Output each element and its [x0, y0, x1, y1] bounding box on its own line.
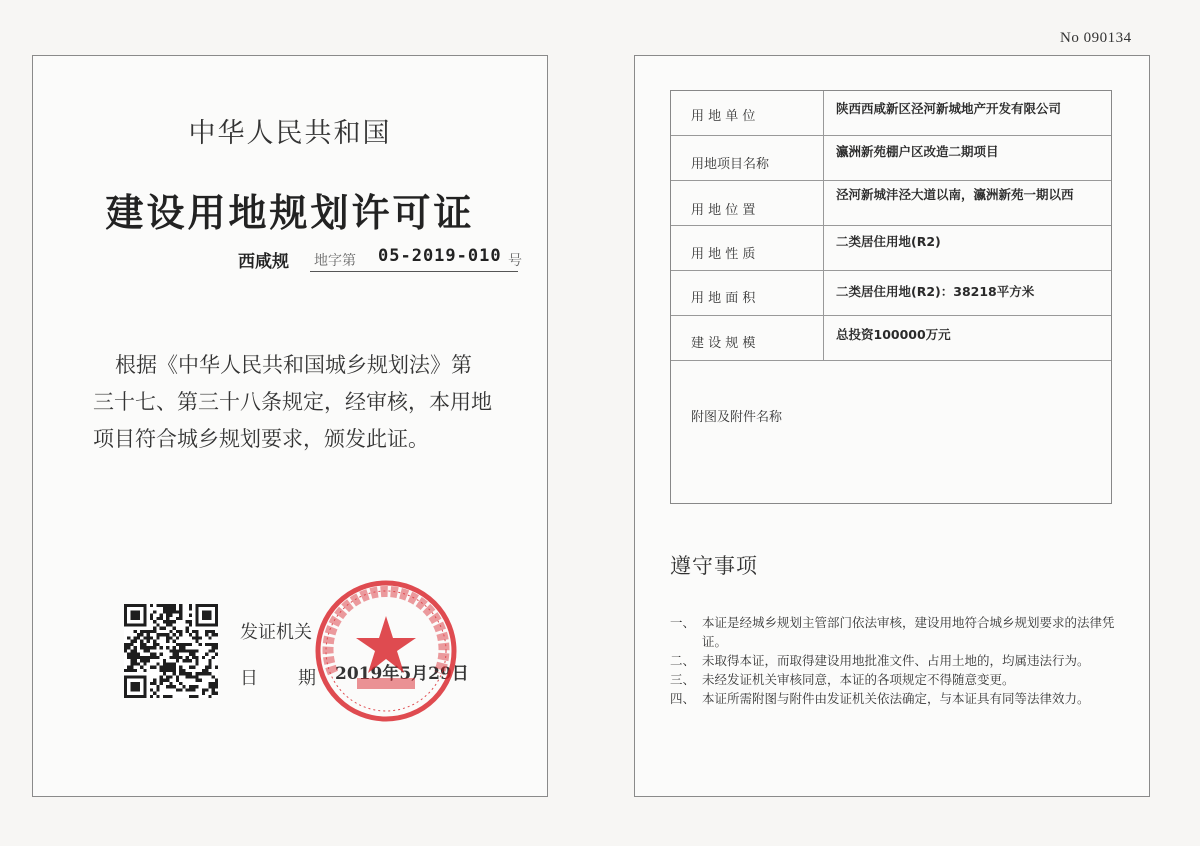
certificate-number-value: 05-2019-010	[378, 246, 502, 266]
row-label: 用 地 单 位	[691, 109, 756, 124]
row-value: 二类居住用地(R2)	[836, 234, 941, 249]
certificate-cover-page	[32, 55, 548, 797]
body-line-2: 三十七、第三十八条规定，经审核，本用地	[93, 390, 492, 414]
note-text: 本证所需附图与附件由发证机关依法确定，与本证具有同等法律效力。	[702, 691, 1090, 706]
serial-number: No 090134	[1060, 30, 1132, 46]
notes-title: 遵守事项	[670, 554, 758, 578]
note-index: 二、	[670, 653, 696, 668]
certificate-number-prefix: 西咸规	[238, 252, 289, 272]
row-label-cell	[671, 181, 824, 225]
date-label-char-2: 期	[298, 668, 316, 689]
note-index: 三、	[670, 672, 696, 687]
certificate-body-text	[93, 347, 523, 458]
note-index: 一、	[670, 615, 696, 630]
row-label-cell	[671, 271, 824, 315]
row-value: 陕西西咸新区泾河新城地产开发有限公司	[836, 101, 1062, 116]
table-row	[671, 181, 1111, 226]
country-name: 中华人民共和国	[188, 118, 392, 149]
row-label: 用 地 性 质	[691, 247, 756, 262]
certificate-number-suffix: 号	[508, 253, 522, 269]
date-label-char-1: 日	[240, 668, 258, 689]
note-index: 四、	[670, 691, 696, 706]
list-item	[670, 613, 1132, 651]
qr-code	[124, 604, 218, 698]
body-line-1: 根据《中华人民共和国城乡规划法》第	[115, 353, 472, 377]
list-item	[670, 670, 1132, 689]
table-row	[671, 226, 1111, 271]
row-label: 用地项目名称	[691, 157, 770, 172]
note-text: 本证是经城乡规划主管部门依法审核，建设用地符合城乡规划要求的法律凭证。	[702, 615, 1115, 649]
row-value: 泾河新城沣泾大道以南，瀛洲新苑一期以西	[836, 187, 1074, 202]
list-item	[670, 689, 1132, 708]
certificate-details-page	[634, 55, 1150, 797]
notes-list	[670, 613, 1132, 708]
row-value: 二类居住用地(R2)：38218平方米	[836, 284, 1035, 299]
certificate-number	[238, 245, 523, 273]
table-row	[671, 271, 1111, 316]
row-label-cell	[671, 136, 824, 180]
attachments-label: 附图及附件名称	[691, 410, 783, 425]
list-item	[670, 651, 1132, 670]
row-value: 瀛洲新苑棚户区改造二期项目	[836, 144, 999, 159]
issuer-label: 发证机关	[240, 622, 312, 643]
row-label-cell	[671, 316, 824, 360]
row-label-cell	[671, 91, 824, 135]
certificate-number-middle: 地字第	[314, 253, 356, 269]
table-row	[671, 91, 1111, 136]
table-row	[671, 136, 1111, 181]
row-label: 用 地 位 置	[691, 203, 756, 218]
official-seal-stamp	[313, 578, 459, 724]
issue-date: 2019年5月29日	[335, 664, 469, 684]
row-label: 建 设 规 模	[691, 336, 756, 351]
row-label: 用 地 面 积	[691, 291, 756, 306]
body-line-3: 项目符合城乡规划要求，颁发此证。	[93, 427, 429, 451]
land-info-table	[670, 90, 1112, 504]
note-text: 未经发证机关审核同意，本证的各项规定不得随意变更。	[702, 672, 1015, 687]
row-value: 总投资100000万元	[836, 327, 951, 342]
certificate-title: 建设用地规划许可证	[105, 190, 475, 235]
table-row	[671, 316, 1111, 361]
note-text: 未取得本证，而取得建设用地批准文件、占用土地的，均属违法行为。	[702, 653, 1090, 668]
row-label-cell	[671, 226, 824, 270]
